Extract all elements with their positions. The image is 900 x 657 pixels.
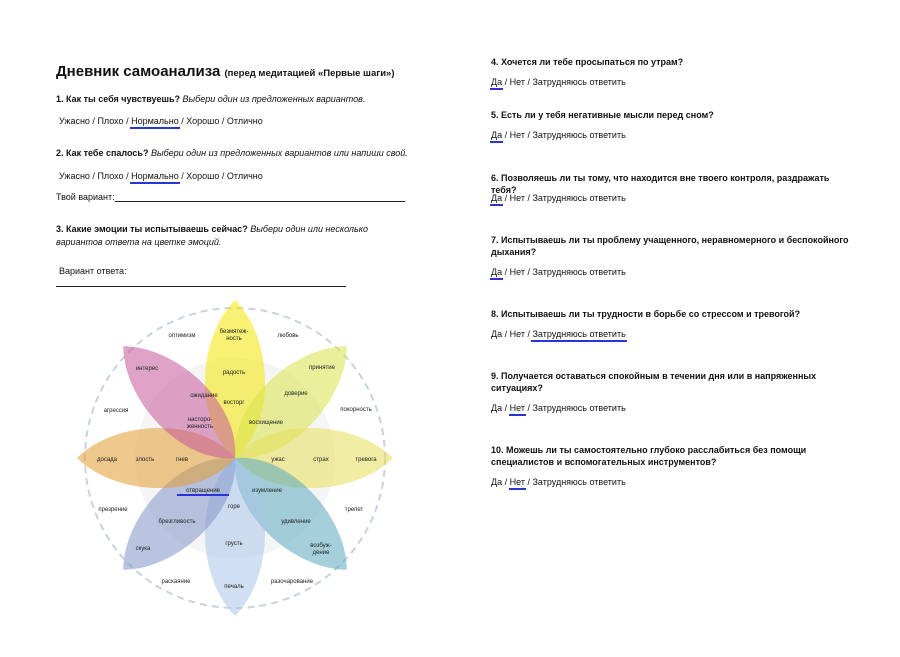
q1-option-selected[interactable]: Нормально: [131, 116, 179, 126]
q2-option[interactable]: Ужасно: [59, 171, 90, 181]
answer-option[interactable]: Затрудняюсь ответить: [532, 267, 626, 277]
label-loathing[interactable]: брезгливость: [158, 519, 196, 525]
own-variant-label: Твой вариант:: [56, 192, 115, 202]
label-grief[interactable]: горе: [227, 504, 241, 510]
label-boredom[interactable]: скука: [135, 546, 151, 552]
label-serenity[interactable]: безмятеж-: [219, 329, 249, 335]
q2-option[interactable]: Плохо: [97, 171, 124, 181]
answer-option[interactable]: Затрудняюсь ответить: [532, 403, 626, 413]
answer-option-selected[interactable]: Затрудняюсь ответить: [532, 329, 626, 339]
label-anger[interactable]: злость: [135, 457, 155, 463]
q2-option[interactable]: Отлично: [226, 171, 263, 181]
question-text: 7. Испытываешь ли ты проблему учащенного, неравномерного и беспокойного дыхания?: [491, 235, 849, 257]
question-2-options: Ужасно / Плохо / Нормально / Хорошо / Отлично: [59, 171, 263, 181]
own-variant-field[interactable]: [115, 201, 405, 202]
answer-option[interactable]: Да: [491, 403, 503, 413]
q2-option-selected[interactable]: Нормально: [131, 171, 179, 181]
label-annoyance[interactable]: досада: [96, 457, 118, 463]
question-8: [491, 308, 851, 320]
question-1-options: Ужасно / Плохо / Нормально / Хорошо / Отлично: [59, 116, 263, 126]
answer-option[interactable]: Нет: [509, 130, 525, 140]
answer-options: Да / Нет / Затрудняюсь ответить: [491, 193, 626, 203]
label-surprise[interactable]: удивление: [281, 519, 311, 525]
label-vigilance[interactable]: насторо-: [187, 417, 213, 423]
answer-option[interactable]: Да: [491, 329, 503, 339]
label-admiration[interactable]: восхищение: [248, 420, 284, 426]
label-rage[interactable]: гнев: [175, 457, 189, 463]
answer-option[interactable]: Нет: [509, 77, 525, 87]
question-text: 5. Есть ли у тебя негативные мысли перед сном?: [491, 110, 714, 120]
question-10: [491, 444, 851, 468]
label-acceptance[interactable]: принятие: [309, 365, 335, 371]
question-7: [491, 234, 851, 258]
answer-option-selected[interactable]: Да: [491, 267, 503, 277]
q1-option[interactable]: Отлично: [226, 116, 263, 126]
question-text: 8. Испытываешь ли ты трудности в борьбе со стрессом и тревогой?: [491, 309, 801, 319]
question-9: [491, 370, 851, 394]
question-4: [491, 56, 851, 68]
question-3: [56, 223, 406, 249]
label-contempt[interactable]: презрение: [98, 507, 128, 513]
answer-option[interactable]: Нет: [509, 329, 525, 339]
question-text: 9. Получается оставаться спокойным в течении дня или в напряженных ситуациях?: [491, 371, 817, 393]
answer-option-selected[interactable]: Да: [491, 193, 503, 203]
answer-option[interactable]: Затрудняюсь ответить: [532, 77, 626, 87]
label-anxiety[interactable]: тревога: [355, 457, 377, 463]
answer-option-selected[interactable]: Нет: [509, 403, 525, 413]
answer-options: Да / Нет / Затрудняюсь ответить: [491, 477, 626, 487]
label-disappointment[interactable]: разочарование: [270, 579, 314, 585]
label-aggression[interactable]: агрессия: [103, 408, 129, 414]
question-text: 4. Хочется ли тебе просыпаться по утрам?: [491, 57, 684, 67]
label-submission[interactable]: покорность: [340, 407, 372, 413]
label-optimism[interactable]: оптимизм: [168, 333, 196, 339]
label-expectation[interactable]: ожидание: [190, 393, 218, 399]
question-1-hint: Выбери один из предложенных вариантов.: [182, 94, 366, 104]
label-amazement[interactable]: изумление: [252, 488, 282, 494]
question-5: [491, 109, 851, 121]
q1-option[interactable]: Хорошо: [186, 116, 220, 126]
label-horror[interactable]: ужас: [271, 457, 285, 463]
label-interest[interactable]: интерес: [135, 366, 159, 372]
label-joy[interactable]: радость: [222, 370, 246, 376]
page-title: [56, 63, 395, 80]
answer-option[interactable]: Затрудняюсь ответить: [532, 130, 626, 140]
label-trust[interactable]: доверие: [284, 391, 308, 397]
label-serenity-2[interactable]: ность: [226, 336, 242, 342]
label-delight[interactable]: восторг: [223, 400, 245, 406]
answer-options: Да / Нет / Затрудняюсь ответить: [491, 403, 626, 413]
label-vigilance-2[interactable]: женность: [186, 424, 214, 430]
q1-option[interactable]: Ужасно: [59, 116, 90, 126]
label-remorse[interactable]: раскаяние: [161, 579, 191, 585]
answer-option[interactable]: Да: [491, 477, 503, 487]
answer-option[interactable]: Затрудняюсь ответить: [532, 193, 626, 203]
answer-field[interactable]: [56, 286, 346, 287]
label-excitement-2[interactable]: дение: [312, 550, 330, 556]
emotion-wheel: [70, 292, 400, 622]
label-awe[interactable]: трепет: [344, 507, 364, 513]
answer-options: Да / Нет / Затрудняюсь ответить: [491, 267, 626, 277]
answer-options: Да / Нет / Затрудняюсь ответить: [491, 130, 626, 140]
question-2-text: 2. Как тебе спалось?: [56, 148, 149, 158]
answer-option[interactable]: Нет: [509, 267, 525, 277]
answer-options: Да / Нет / Затрудняюсь ответить: [491, 329, 626, 339]
q2-option[interactable]: Хорошо: [186, 171, 220, 181]
label-pensiveness[interactable]: печаль: [224, 584, 244, 590]
question-2: [56, 148, 408, 158]
question-3-hint: Выбери один или несколько вариантов ответа на цветке эмоций.: [56, 224, 368, 247]
label-disgust-selected[interactable]: отвращение: [185, 488, 221, 494]
title-subtitle: (перед медитацией «Первые шаги»): [224, 68, 395, 79]
question-text: 6. Позволяешь ли ты тому, что находится вне твоего контроля, раздражать тебя?: [491, 173, 830, 195]
label-love[interactable]: любовь: [277, 333, 299, 339]
label-excitement[interactable]: возбуж-: [310, 543, 332, 549]
q1-option[interactable]: Плохо: [97, 116, 124, 126]
answer-option[interactable]: Затрудняюсь ответить: [532, 477, 626, 487]
answer-option-selected[interactable]: Да: [491, 130, 503, 140]
answer-options: Да / Нет / Затрудняюсь ответить: [491, 77, 626, 87]
answer-label: Вариант ответа:: [59, 266, 127, 276]
answer-option-selected[interactable]: Нет: [509, 477, 525, 487]
answer-option[interactable]: Нет: [509, 193, 525, 203]
question-text: 10. Можешь ли ты самостоятельно глубоко расслабиться без помощи специалистов и вспомогательных инструментов?: [491, 445, 807, 467]
question-1-text: 1. Как ты себя чувствуешь?: [56, 94, 180, 104]
title-text: Дневник самоанализа: [56, 63, 221, 80]
answer-option-selected[interactable]: Да: [491, 77, 503, 87]
question-3-text: 3. Какие эмоции ты испытываешь сейчас?: [56, 224, 248, 234]
label-sadness[interactable]: грусть: [225, 541, 243, 547]
question-2-hint: Выбери один из предложенных вариантов или напиши свой.: [150, 148, 408, 158]
question-1: [56, 94, 365, 104]
label-fear[interactable]: страх: [313, 457, 329, 463]
